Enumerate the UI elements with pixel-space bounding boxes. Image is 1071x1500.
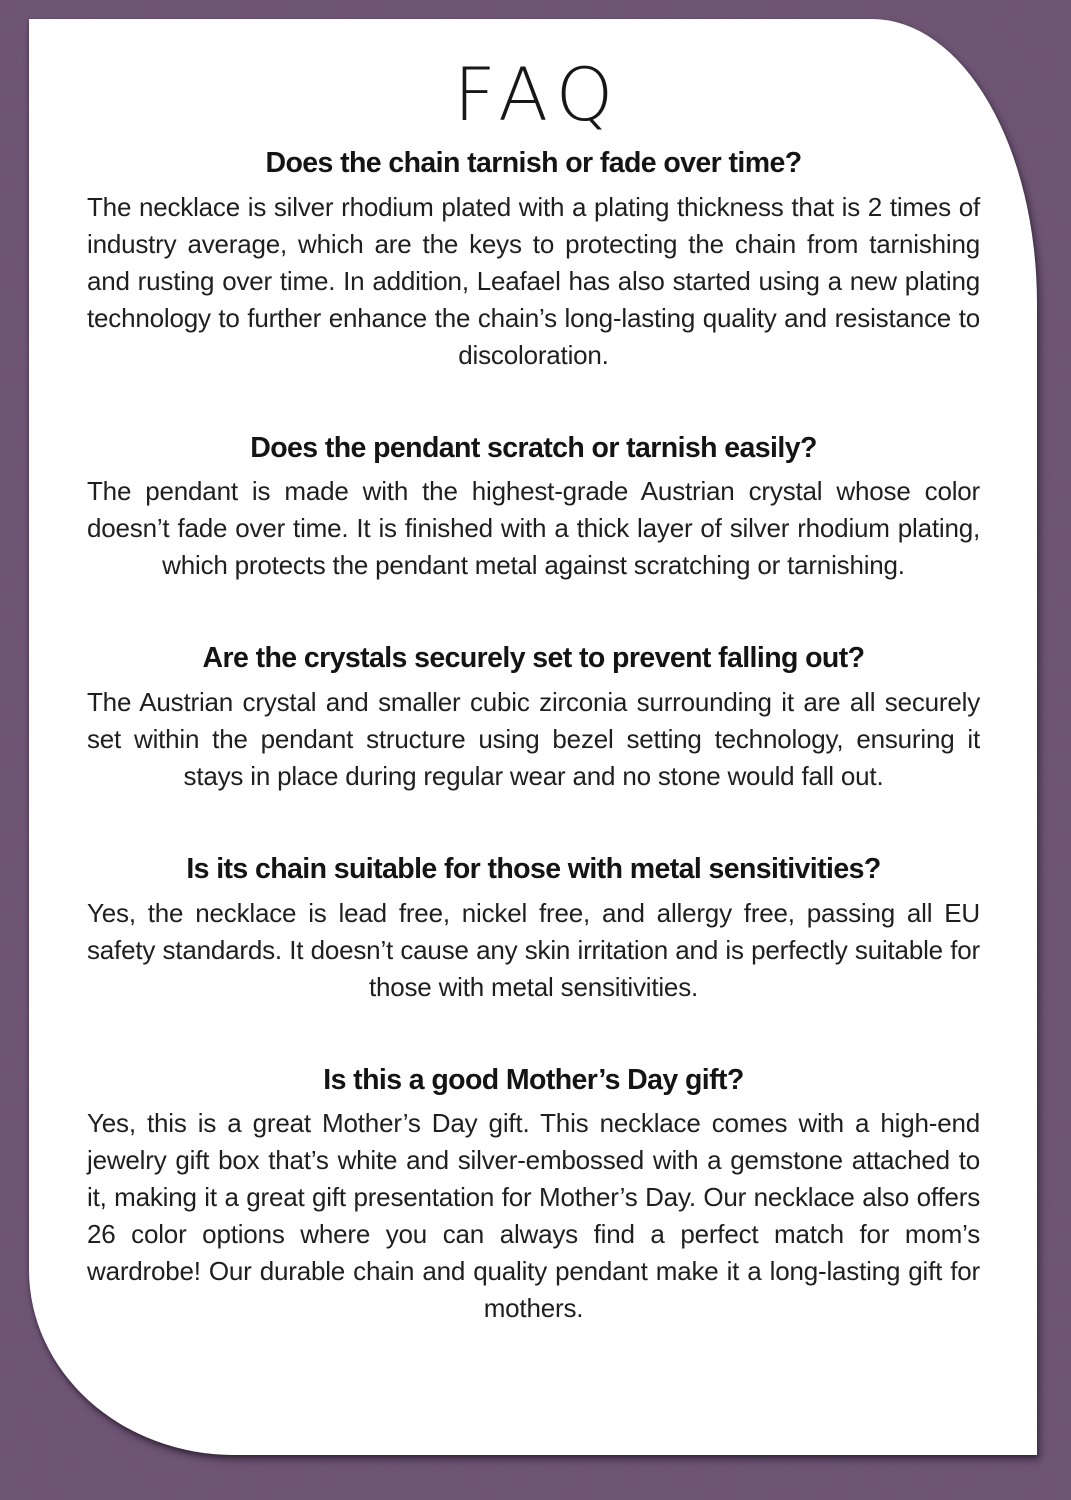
faq-answer: The necklace is silver rhodium plated with a plating thickness that is 2 times of industry average, which are the keys to protecting the chain from tarnishing and rusting over time. In addition, Leafael has also started using a new plating technology to further enhance the chain’s long-lasting quality and resistance to discoloration. xyxy=(87,191,980,370)
faq-question: Is this a good Mother’s Day gift? xyxy=(323,1063,744,1096)
faq-answer: The Austrian crystal and smaller cubic zirconia surrounding it are all securely set within the pendant structure using bezel setting technology, ensuring it stays in place during regular wear and no stone would fall out. xyxy=(87,686,980,791)
faq-answer: Yes, this is a great Mother’s Day gift. This necklace comes with a high-end jewelry gift box that’s white and silver-embossed with a gemstone attached to it, making it a great gift presentation for Mother’s Day. Our necklace also offers 26 color options where you can always find a perfect match for mom’s wardrobe! Our durable chain and quality pendant make it a long-lasting gift for mothers. xyxy=(87,1108,980,1324)
faq-section-crystals-secure xyxy=(87,641,980,795)
faq-question: Does the chain tarnish or fade over time? xyxy=(265,147,802,179)
page-title: FAQ xyxy=(453,53,623,138)
faq-answer: Yes, the necklace is lead free, nickel free, and allergy free, passing all EU safety standards. It doesn’t cause any skin irritation and is perfectly suitable for those with metal sensitivities. xyxy=(87,897,980,1002)
faq-question: Is its chain suitable for those with metal sensitivities? xyxy=(186,852,881,885)
faq-card xyxy=(29,19,1037,1455)
faq-section-mothers-day-gift xyxy=(87,1063,980,1328)
faq-question: Are the crystals securely set to prevent falling out? xyxy=(202,642,865,675)
faq-section-chain-tarnish xyxy=(87,146,980,374)
faq-question: Does the pendant scratch or tarnish easily? xyxy=(250,431,817,464)
faq-answer: The pendant is made with the highest-grade Austrian crystal whose color doesn’t fade over time. It is finished with a thick layer of silver rhodium plating, which protects the pendant metal against scratching or tarnishing. xyxy=(87,476,980,581)
faq-section-metal-sensitivities xyxy=(87,852,980,1006)
faq-section-pendant-scratch xyxy=(87,431,980,585)
